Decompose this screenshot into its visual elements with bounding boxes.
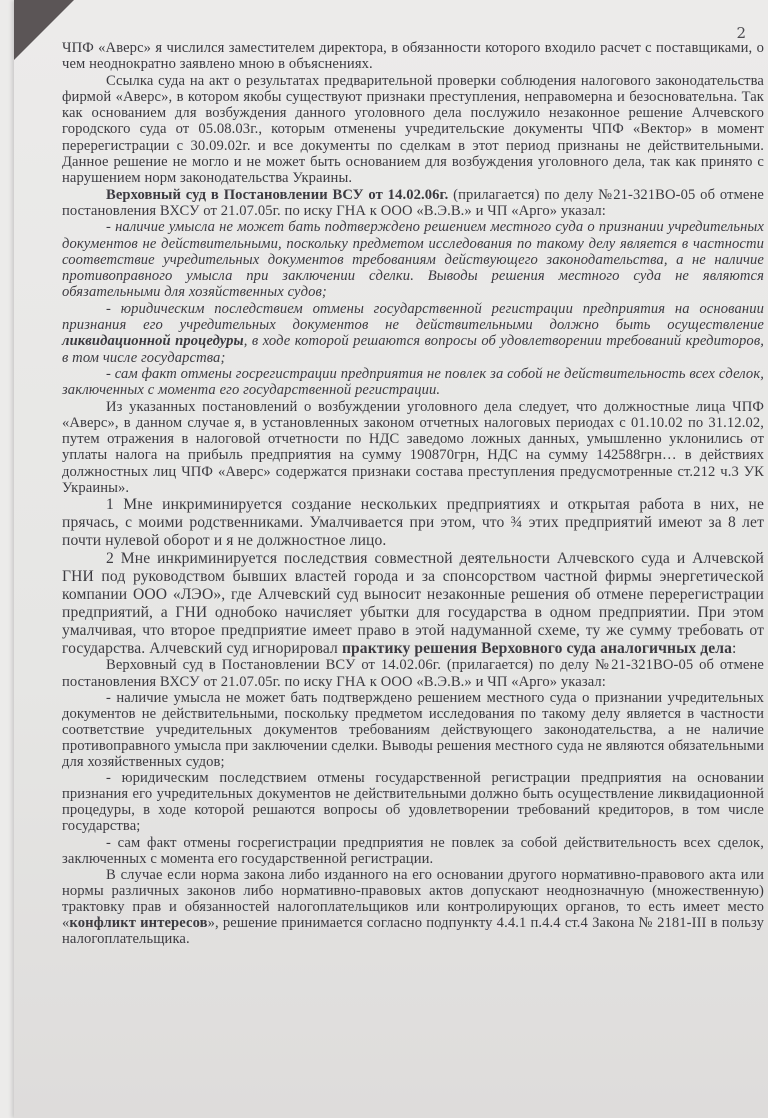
paragraph-item-1: 1 Мне инкриминируется создание нескольких предприятиях и открытая работа в них, не прячась, с моими родственниками. Умалчивается при этом, что ¾ этих предприятий имеют за 8 лет почти нулевой оборот и я не должностное лицо.: [62, 496, 764, 550]
paragraph-court-reference: Ссылка суда на акт о результатах предварительной проверки соблюдения налогового законодательства фирмой «Аверс», в котором якобы существуют признаки преступления, неправомерна и безосновательна. Так как основанием для возбуждения данного уголовного дела послужило незаконное решение Алчевского городского суда от 05.08.03г., которым отменены учредительские документы ЧПФ «Вектор» в момент перерегистрации с 30.09.02г. и все документы по сделкам в этот период признаны не действительными. Данное решение не могло и не может быть основанием для возбуждения уголовного дела, так как принято с нарушением норм законодательства Украины.: [62, 72, 764, 187]
document-page: [14, 0, 768, 1118]
quote-item-1: - наличие умысла не может бать подтверждено решением местного суда о признании учредительных документов не действительными, поскольку предметом исследования по такому делу является в частности соответствие учредительных документов требованиям действующего законодательства, а не наличие противоправного умысла при заключении сделки. Выводы решения местного суда не являются обязательными для хозяйственных судов;: [62, 219, 764, 301]
liquidation-procedure-emphasis: ликвидационной процедуры: [62, 333, 244, 350]
paragraph-intro: ЧПФ «Аверс» я числился заместителем директора, в обязанности которого входило расчет с поставщиками, о чем неоднократно заявлено мною в объяснениях.: [62, 40, 764, 73]
paragraph-supreme-court: Верховный суд в Постановлении ВСУ от 14.02.06г. (прилагается) по делу №21-321ВО-05 об отмене постановления ВХСУ от 21.07.05г. по иску ГНА к ООО «В.Э.В.» и ЧП «Арго» указал:: [62, 186, 764, 219]
numbered-section: [62, 496, 764, 657]
paragraph-supreme-court-repeat: Верховный суд в Постановлении ВСУ от 14.02.06г. (прилагается) по делу №21-321ВО-05 об отмене постановления ВХСУ от 21.07.05г. по иску ГНА к ООО «В.Э.В.» и ЧП «Арго» указал:: [62, 657, 764, 690]
document-body: [62, 40, 764, 947]
conflict-emphasis: конфликт интересов: [69, 914, 208, 931]
paragraph-conclusion: Из указанных постановлений о возбуждении уголовного дела следует, что должностные лица ЧПФ «Аверс», в данном случае я, в установленных законом отчетных налоговых периодах с 01.10.02 по 31.12.02, путем отражения в налоговой отчетности по НДС заведомо ложных данных, умышленно уклонились от уплаты налога на прибыль предприятия на сумму 190870грн, НДС на сумму 142588грн… в действиях должностных лиц ЧПФ «Аверс» содержатся признаки состава преступления предусмотренные ст.212 ч.3 УК Украины».: [62, 398, 764, 497]
practice-emphasis: практику решения Верховного суда аналогичных дела: [341, 639, 733, 657]
repeat-item-1: - наличие умысла не может бать подтверждено решением местного суда о признании учредительных документов не действительными, поскольку предметом исследования по такому делу является в частности соответствие учредительных документов требованиям действующего законодательства, а не наличие противоправного умысла при заключении сделки. Выводы решения местного суда не являются обязательными для хозяйственных судов;: [62, 689, 764, 771]
page-number: 2: [736, 24, 746, 42]
paragraph-item-2: 2 Мне инкриминируется последствия совместной деятельности Алчевского суда и Алчевской ГНИ под руководством бывших властей города и за спонсорством частной фирмы энергетической компании ООО «ЛЭО», где Алчевский суд выносит незаконные решения об отмене перерегистрации предприятий, а ГНИ однобоко начисляет убытки для государства в одном предприятии. При этом умалчивая, что второе предприятие имеет право в этой надуманной схеме, ту же сумму требовать от государства. Алчевский суд игнорировал практику решения Верховного суда аналогичных дела:: [62, 550, 764, 657]
repeat-item-2: - юридическим последствием отмены государственной регистрации предприятия на основании признания его учредительных документов не действительными должно быть осуществление ликвидационной процедуры, в ходе которой решаются вопросы об удовлетворении требований кредиторов, в том числе государства;: [62, 770, 764, 835]
quote-item-2: - юридическим последствием отмены государственной регистрации предприятия на основании признания его учредительных документов не действительными должно быть осуществление ликвидационной процедуры, в ходе которой решаются вопросы об удовлетворении требований кредиторов, в том числе государства;: [62, 300, 765, 366]
repeat-item-3: - сам факт отмены госрегистрации предприятия не повлек за собой действительность всех сделок, заключенных с момента его государственной регистрации.: [62, 834, 764, 867]
repeated-section: [62, 657, 764, 947]
supreme-court-heading: Верховный суд в Постановлении ВСУ от 14.02.06г.: [106, 186, 449, 203]
quote-item-3: - сам факт отмены госрегистрации предприятия не повлек за собой не действительность всех сделок, заключенных с момента его государственной регистрации.: [62, 365, 764, 399]
paragraph-conflict-of-interest: В случае если норма закона либо изданного на его основании другого нормативно-правового акта или нормы различных законов либо нормативно-правовых актов допускают неоднозначную (множественную) трактовку прав и обязанностей налогоплательщиков или контролирующих органов, то есть имеет место «конфликт интересов», решение принимается согласно подпункту 4.4.1 п.4.4 ст.4 Закона № 2181-III в пользу налогоплательщика.: [62, 866, 764, 948]
